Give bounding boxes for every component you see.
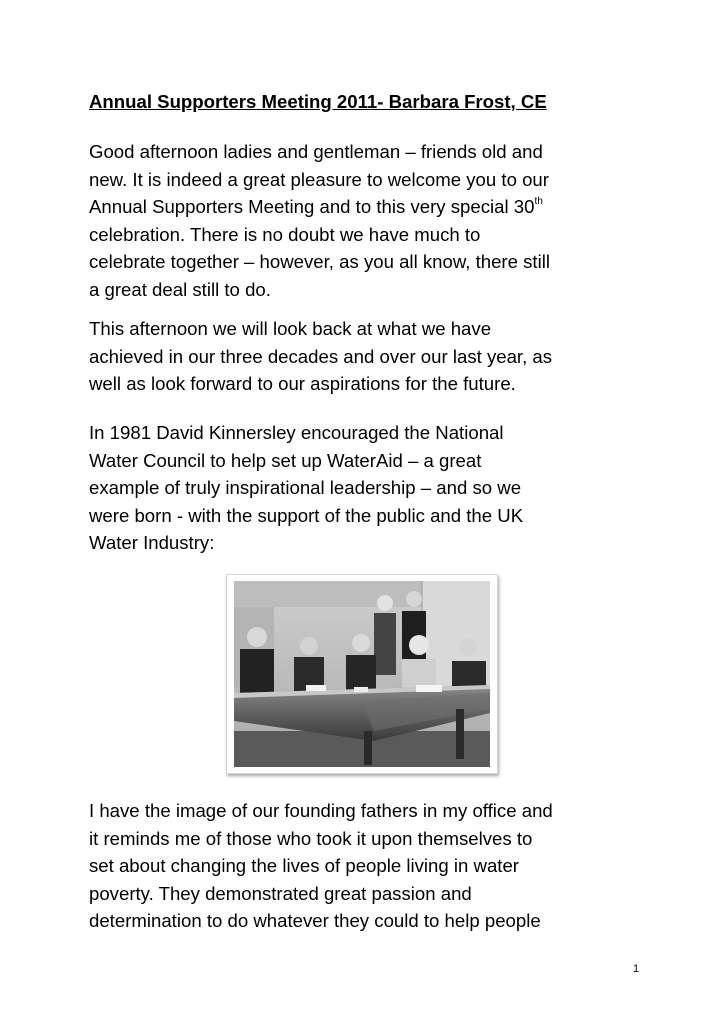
text-line-main: Annual Supporters Meeting and to this very special 30: [89, 196, 535, 217]
text-line: new. It is indeed a great pleasure to welcome you to our: [89, 168, 549, 190]
text-line: celebrate together – however, as you all know, there still: [89, 251, 550, 272]
text-line: achieved in our three decades and over our last year, as: [89, 345, 553, 367]
text-line: Good afternoon ladies and gentleman – friends old and: [89, 141, 543, 162]
founders-photo: [226, 574, 498, 774]
text-line: Water Council to help set up WaterAid – a great: [89, 449, 482, 471]
paragraph-founders: [89, 797, 649, 935]
text-line: Water Industry:: [89, 532, 215, 553]
text-line: a great deal still to do.: [89, 278, 271, 300]
founders-photo-image: [234, 581, 490, 767]
document-title: Annual Supporters Meeting 2011- Barbara Frost, CE: [89, 91, 547, 112]
text-line: This afternoon we will look back at what we have: [89, 318, 492, 339]
text-line: celebration. There is no doubt we have much to: [89, 223, 481, 245]
text-line: example of truly inspirational leadership – and so we: [89, 477, 522, 498]
ordinal-superscript: th: [534, 196, 543, 207]
page-number: 1: [633, 963, 640, 975]
text-line: well as look forward to our aspirations for the future.: [89, 373, 516, 394]
text-line: it reminds me of those who took it upon themselves to: [89, 827, 533, 849]
text-line: In 1981 David Kinnersley encouraged the National: [89, 422, 504, 443]
text-line: were born - with the support of the public and the UK: [89, 504, 524, 526]
paragraph-agenda: [89, 315, 649, 398]
text-line: [89, 193, 649, 221]
text-line: poverty. They demonstrated great passion and: [89, 882, 472, 904]
text-line: I have the image of our founding fathers in my office and: [89, 800, 553, 821]
text-line: determination to do whatever they could to help people: [89, 910, 541, 931]
paragraph-history: [89, 419, 649, 557]
paragraph-welcome: [89, 138, 649, 303]
text-line: set about changing the lives of people living in water: [89, 855, 519, 876]
